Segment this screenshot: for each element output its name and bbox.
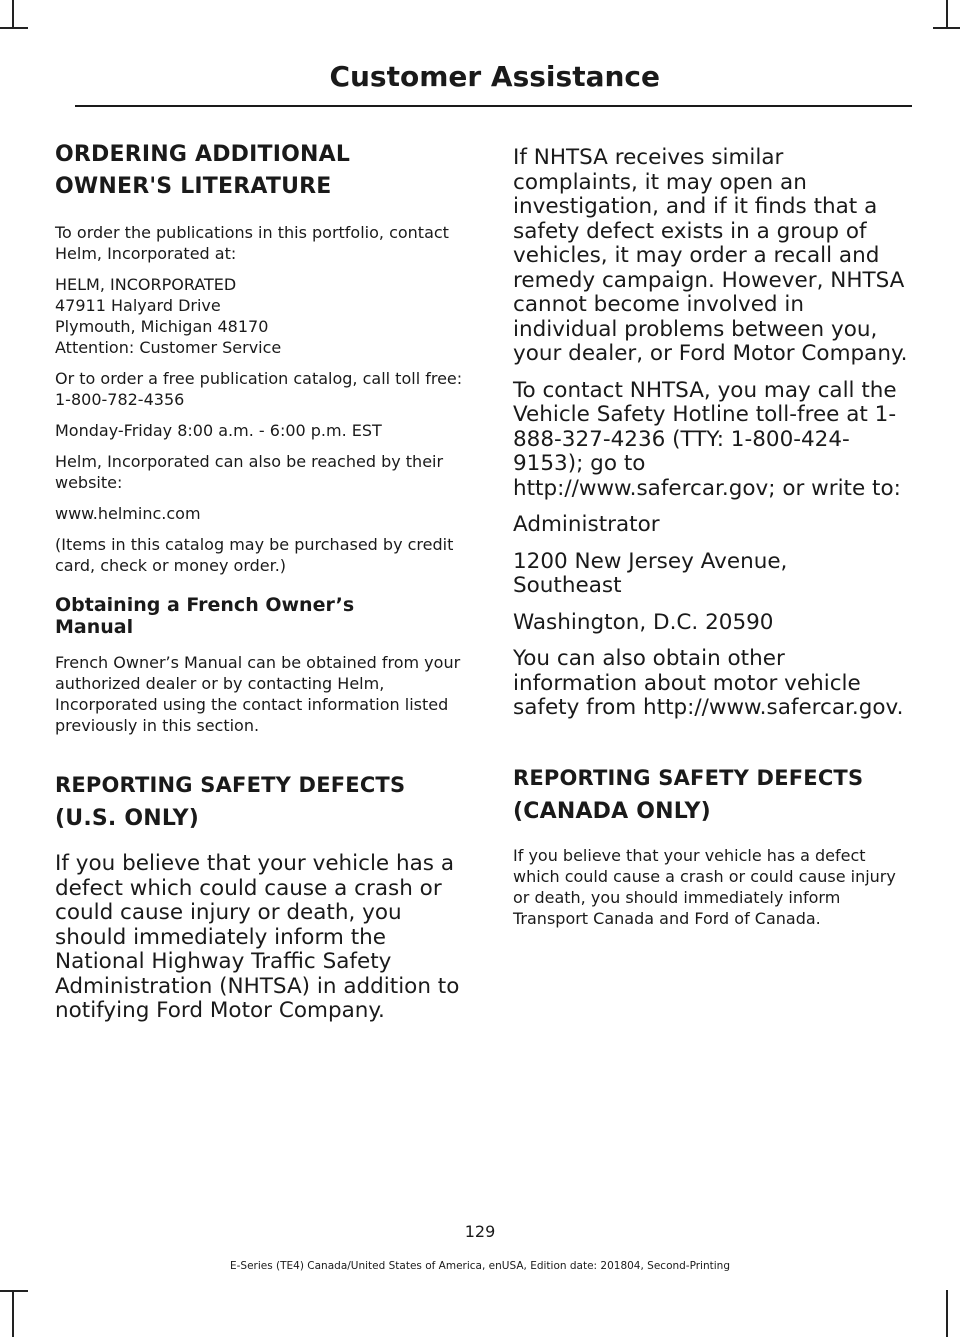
header-rule bbox=[75, 105, 912, 107]
nhtsa-city: Washington, D.C. 20590 bbox=[513, 609, 774, 635]
crop-mark bbox=[933, 27, 960, 29]
address-line: 47911 Halyard Drive bbox=[55, 296, 221, 315]
page-header-title: Customer Assistance bbox=[329, 60, 660, 93]
us-defects-heading-line1: REPORTING SAFETY DEFECTS bbox=[55, 773, 406, 797]
nhtsa-administrator: Administrator bbox=[513, 512, 660, 537]
us-defects-heading-line2: (U.S. ONLY) bbox=[55, 806, 200, 831]
crop-mark bbox=[12, 1290, 14, 1337]
canada-defects-text: If you believe that your vehicle has a defect which could cause a crash or could cause injury or death, you should immediately inform Transport Canada and Ford of Canada. bbox=[513, 845, 896, 928]
us-defects-text: If you believe that your vehicle has a defect which could cause a crash or could cause injury or death, you should immediately inform the National Highway Traffic Safety Administration (NHTSA) in addition to notifying Ford Motor Company. bbox=[55, 851, 460, 1023]
hours-text: Monday-Friday 8:00 a.m. - 6:00 p.m. EST bbox=[55, 421, 382, 440]
right-column bbox=[513, 140, 908, 929]
ordering-heading-line2: OWNER'S LITERATURE bbox=[55, 174, 332, 199]
crop-mark bbox=[0, 27, 28, 29]
nhtsa-other-info: You can also obtain other information about motor vehicle safety from http://www.safercar.gov. bbox=[513, 646, 904, 720]
address-line: Plymouth, Michigan 48170 bbox=[55, 317, 269, 336]
crop-mark bbox=[946, 1290, 948, 1337]
ordering-heading-line1: ORDERING ADDITIONAL bbox=[55, 142, 351, 167]
ordering-intro: To order the publications in this portfolio, contact Helm, Incorporated at: bbox=[55, 223, 449, 263]
edition-info: E-Series (TE4) Canada/United States of America, enUSA, Edition date: 201804, Second-Printing bbox=[229, 1260, 730, 1272]
left-column bbox=[55, 140, 475, 1024]
address-line: Attention: Customer Service bbox=[55, 338, 282, 357]
crop-mark bbox=[0, 1290, 28, 1292]
nhtsa-contact-text: To contact NHTSA, you may call the Vehicle Safety Hotline toll-free at 1-888-327-4236 (TTY: 1-800-424-9153); go to http://www.safercar.gov; or write to: bbox=[513, 377, 901, 501]
crop-mark bbox=[12, 0, 14, 28]
helm-address bbox=[55, 274, 475, 358]
canada-defects-heading-line1: REPORTING SAFETY DEFECTS bbox=[513, 765, 864, 790]
catalog-text: Or to order a free publication catalog, call toll free: 1-800-782-4356 bbox=[55, 369, 463, 409]
payment-note: (Items in this catalog may be purchased by credit card, check or money order.) bbox=[55, 535, 454, 575]
crop-mark bbox=[946, 0, 948, 28]
french-manual-text: French Owner’s Manual can be obtained from your authorized dealer or by contacting Helm, Incorporated using the contact information listed previously in this section. bbox=[55, 653, 461, 735]
website-text: www.helminc.com bbox=[55, 504, 201, 523]
website-intro: Helm, Incorporated can also be reached by their website: bbox=[55, 452, 444, 492]
nhtsa-street: 1200 New Jersey Avenue, Southeast bbox=[513, 548, 788, 598]
canada-defects-heading-line2: (CANADA ONLY) bbox=[513, 798, 711, 824]
nhtsa-investigation-text: If NHTSA receives similar complaints, it may open an investigation, and if it finds that a safety defect exists in a group of vehicles, it may order a recall and remedy campaign. However, NHTSA cannot become involved in individual problems between you, your dealer, or Ford Motor Company. bbox=[513, 145, 908, 366]
french-manual-heading: Obtaining a French Owner’s Manual bbox=[55, 594, 355, 638]
address-line: HELM, INCORPORATED bbox=[55, 275, 237, 294]
page-number: 129 bbox=[464, 1222, 496, 1241]
